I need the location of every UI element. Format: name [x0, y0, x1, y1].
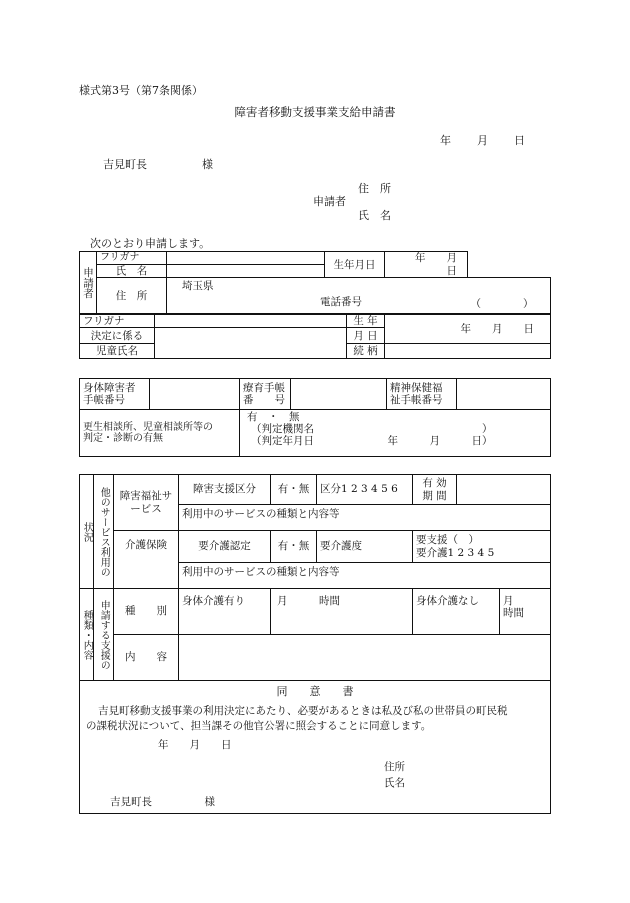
child-name-field[interactable]: [155, 328, 347, 359]
valid-period-field[interactable]: [457, 475, 551, 505]
support-category-label: 障害支援区分: [179, 475, 271, 505]
document-title: 障害者移動支援事業支給申請書: [234, 105, 396, 119]
consent-text-2: の課税状況について、担当課その他官公署に照会することに同意します。: [86, 719, 432, 732]
date-day: 日: [514, 134, 525, 147]
valid-period-label: 有 効 期 間: [413, 475, 457, 505]
care-in-use[interactable]: 利用中のサービスの種類と内容等: [179, 563, 551, 589]
applicant-group-label: 申請者: [80, 252, 97, 314]
phone-label: 電話番号: [320, 296, 362, 309]
physical-handbook-label: 身体障害者 手帳番号: [80, 379, 150, 410]
application-date: [440, 135, 551, 146]
ryoiku-handbook-label: 療育手帳 番 号: [240, 379, 291, 410]
status-side-label: 状況: [80, 475, 94, 589]
birth-label: 生年月日: [325, 252, 385, 278]
content-field[interactable]: [179, 635, 551, 681]
date-year: 年: [440, 134, 451, 147]
services-table: [79, 474, 551, 681]
support-yes-no[interactable]: 有・無: [271, 475, 317, 505]
intro-text: 次のとおり申請します。: [90, 237, 211, 250]
care-insurance-label: 介護保険: [114, 531, 179, 589]
consent-text-1: 吉見町移動支援事業の利用決定にあたり、必要があるときは私及び私の世帯員の町民税: [98, 704, 508, 717]
without-care-hours[interactable]: 月 時間: [500, 589, 551, 635]
phone-field[interactable]: （ ）: [468, 278, 551, 314]
applicant-address-label: 住 所: [358, 182, 391, 195]
without-care-label: 身体介護なし: [413, 589, 500, 635]
relation-label: 続 柄: [347, 344, 385, 359]
applicant-name-label: 氏 名: [358, 209, 391, 222]
type-label: 種 別: [114, 589, 179, 635]
other-service-side-label: 他のサービス利用の: [94, 475, 114, 589]
child-name-label-1: 決定に係る: [80, 328, 155, 344]
consult-yes-no[interactable]: 有 ・ 無: [247, 411, 300, 423]
applicant-table: [79, 251, 551, 314]
child-table: [79, 314, 551, 359]
consent-address-label: 住所: [384, 760, 405, 773]
name-field[interactable]: [167, 265, 325, 278]
consult-field[interactable]: [240, 410, 551, 457]
care-cert-label: 要介護認定: [179, 531, 271, 563]
consent-box: [80, 681, 551, 814]
addressee: 吉見町長 様: [103, 158, 213, 171]
welfare-in-use[interactable]: 利用中のサービスの種類と内容等: [179, 505, 551, 531]
consult-label: 更生相談所、児童相談所等の 判定・診断の有無: [80, 410, 240, 457]
child-name-label-2: 児童氏名: [80, 344, 155, 359]
relation-field[interactable]: [385, 344, 551, 359]
content-label: 内 容: [114, 635, 179, 681]
consent-title: 同 意 書: [276, 685, 354, 698]
mental-handbook-label: 精神保健福 祉手帳番号: [387, 379, 457, 410]
child-birth-label-2: 月 日: [347, 328, 385, 344]
req-type-side-label: 種類・内容: [80, 589, 94, 681]
form-number: 様式第3号（第7条関係）: [79, 84, 203, 97]
category-levels[interactable]: 区分1 2 3 4 5 6: [317, 475, 413, 505]
prefecture: 埼玉県: [182, 280, 214, 293]
furigana-field[interactable]: [167, 252, 325, 265]
care-need-field[interactable]: 要支援（ ） 要介護1 2 3 4 5: [413, 531, 551, 563]
ryoiku-handbook-field[interactable]: [291, 379, 387, 410]
handbook-table: [79, 378, 551, 457]
child-birth-label-1: 生 年: [347, 315, 385, 328]
date-month: 月: [477, 134, 488, 147]
judging-org: （判定機関名 ）: [251, 423, 493, 436]
applicant-label: 申請者: [313, 195, 346, 208]
req-support-side-label: 申請する支援の: [94, 589, 114, 681]
address-field[interactable]: [167, 278, 468, 314]
child-birth-date[interactable]: 年 月 日: [385, 315, 551, 344]
child-furigana-label: フリガナ: [80, 315, 155, 328]
birth-date[interactable]: 年 月 日: [385, 252, 468, 278]
consent-table: [79, 680, 551, 814]
care-level-label: 要介護度: [317, 531, 413, 563]
disability-welfare-label: 障害福祉サービス: [114, 475, 179, 531]
address-label: 住 所: [97, 278, 167, 314]
consent-date[interactable]: 年 月 日: [158, 738, 232, 751]
with-care-label: 身体介護有り: [179, 589, 271, 635]
judging-date: （判定年月日 年 月 日）: [251, 435, 493, 448]
name-label: 氏 名: [97, 265, 167, 278]
child-furigana-field[interactable]: [155, 315, 347, 328]
with-care-hours[interactable]: 月 時間: [271, 589, 413, 635]
physical-handbook-field[interactable]: [150, 379, 240, 410]
mental-handbook-field[interactable]: [457, 379, 551, 410]
furigana-label: フリガナ: [97, 252, 167, 265]
consent-addressee: 吉見町長 様: [110, 795, 215, 808]
consent-name-label: 氏名: [384, 776, 405, 789]
care-yes-no[interactable]: 有・無: [271, 531, 317, 563]
